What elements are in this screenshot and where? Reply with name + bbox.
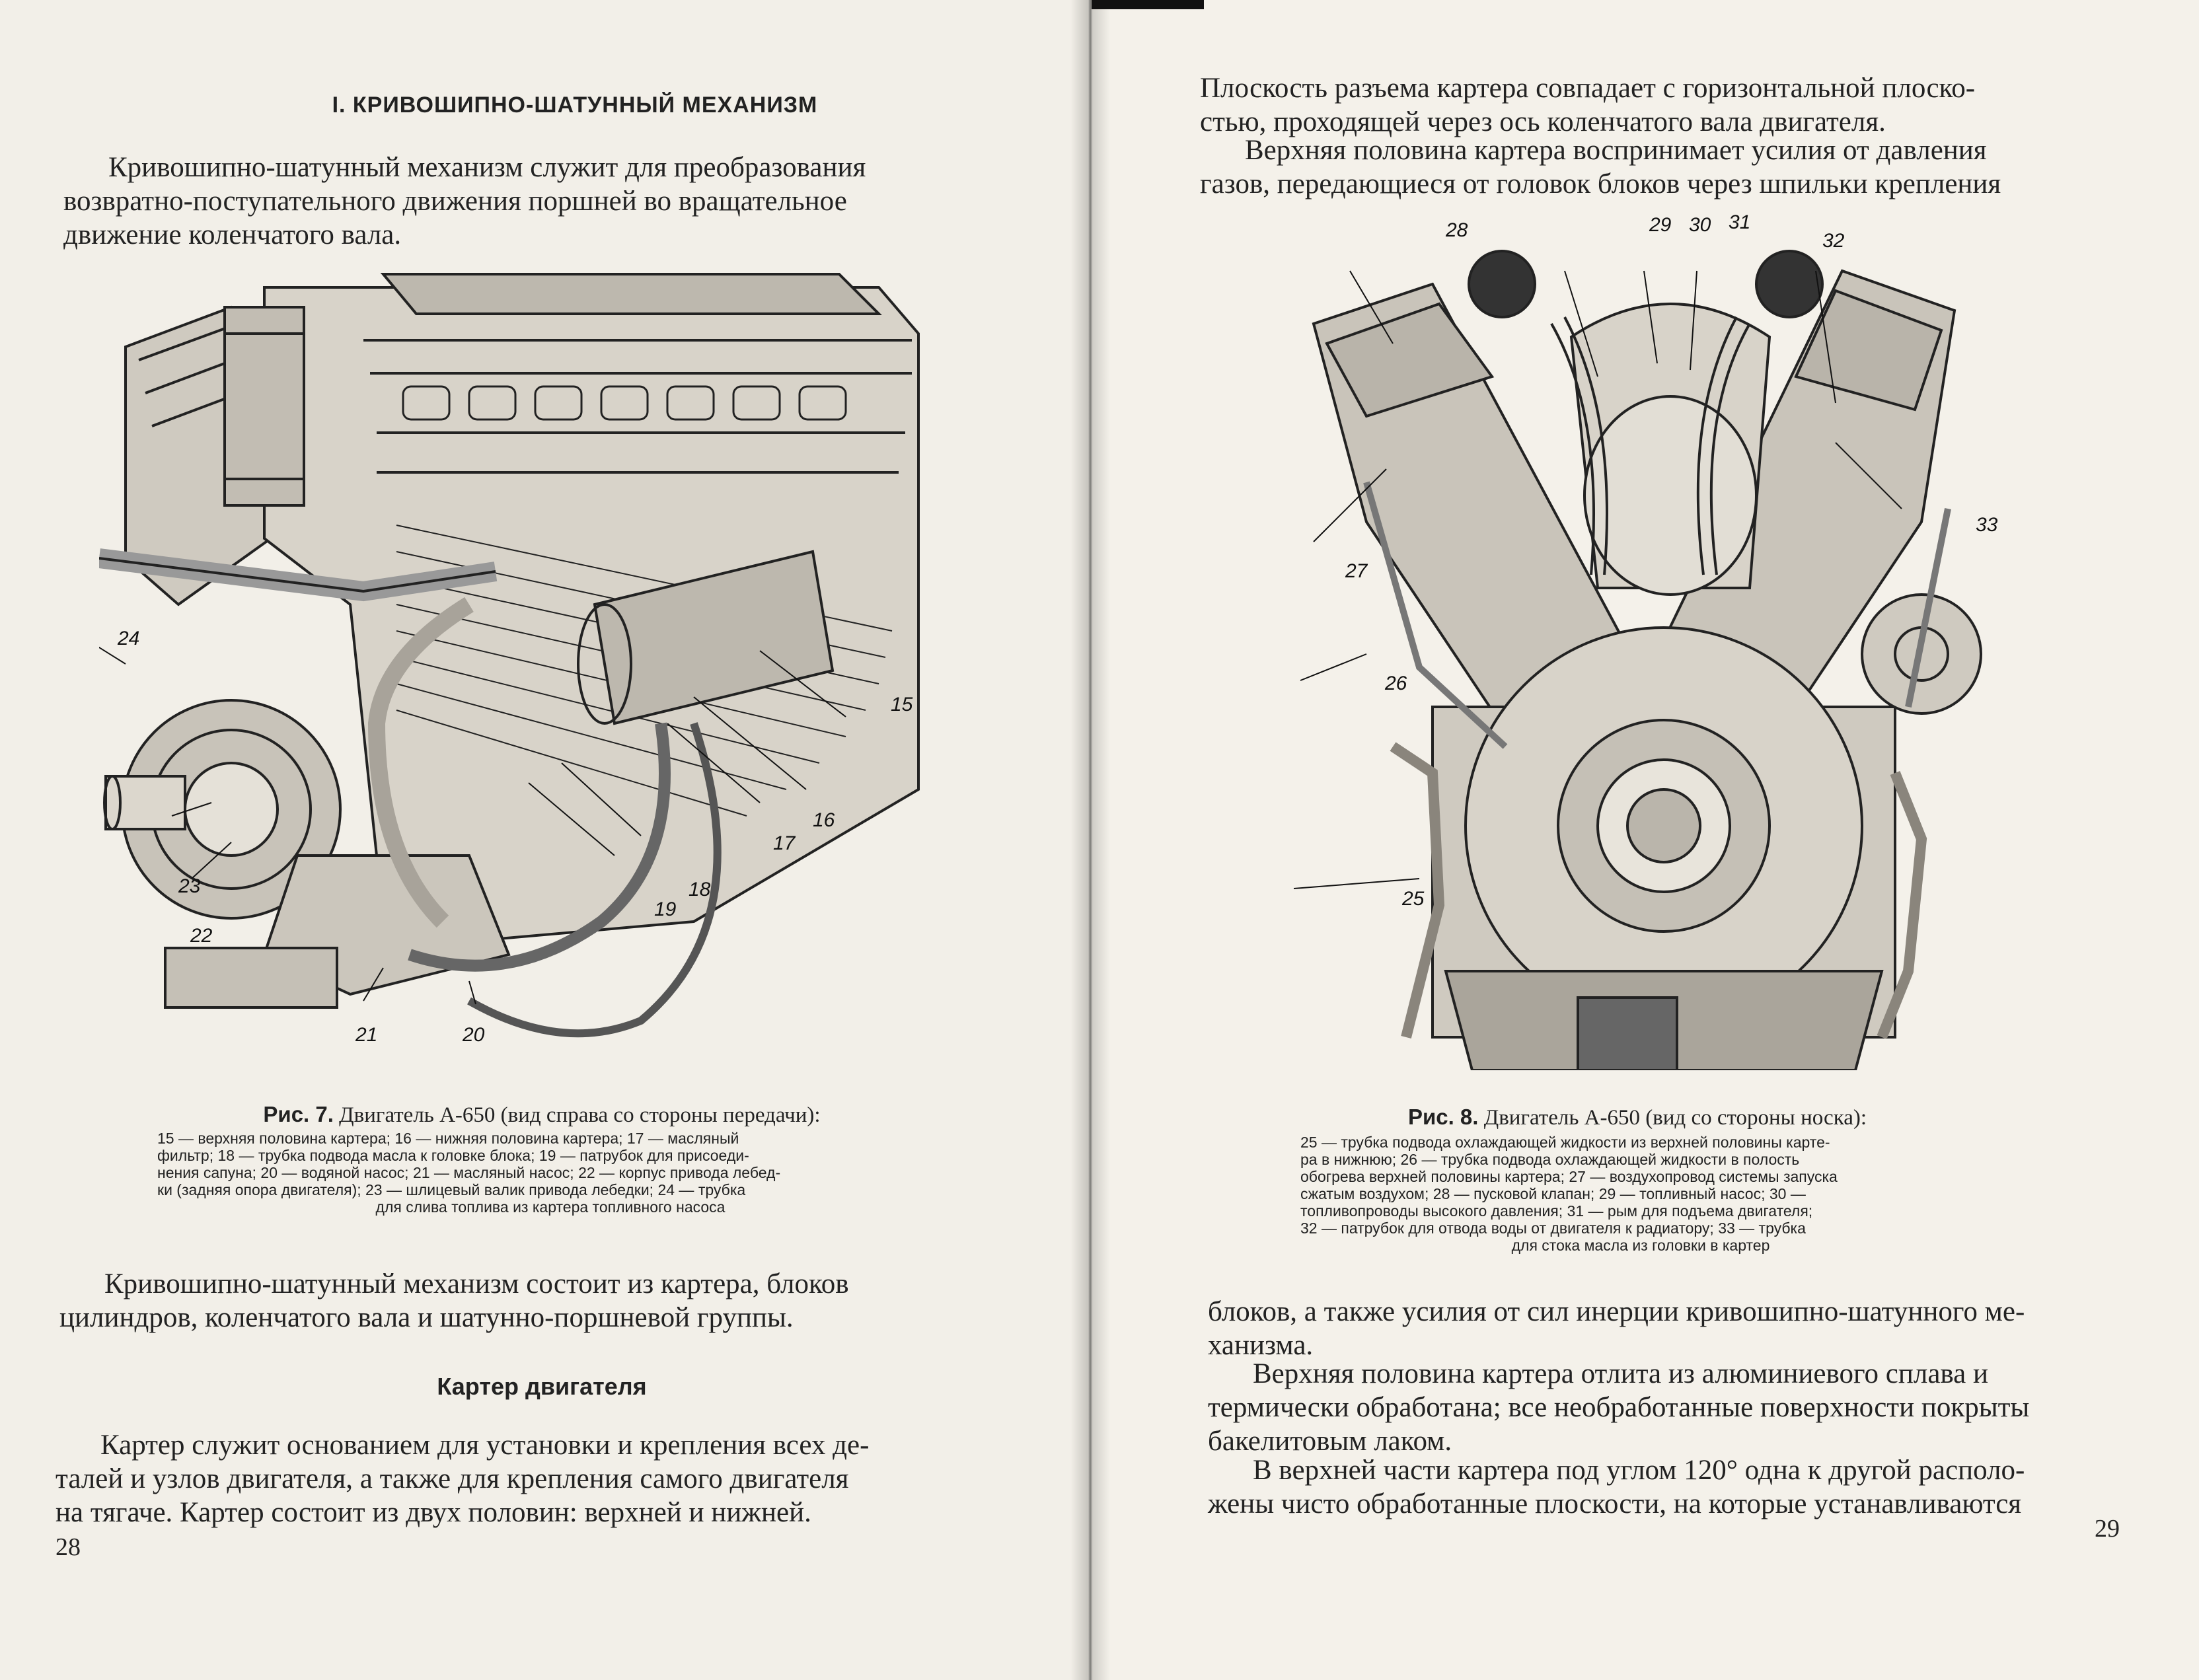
right-paragraph-d bbox=[1208, 1357, 2124, 1458]
legend-line: для слива топлива из картера топливного насоса bbox=[375, 1198, 726, 1216]
paragraph-2 bbox=[59, 1267, 978, 1334]
callout-32: 32 bbox=[1822, 230, 1845, 252]
page-number-right: 29 bbox=[2095, 1515, 2120, 1543]
text-line: талей и узлов двигателя, а также для крепления самого двигателя bbox=[56, 1463, 849, 1494]
text-line: движение коленчатого вала. bbox=[63, 219, 402, 250]
page-number-left: 28 bbox=[56, 1533, 81, 1561]
legend-line: нения сапуна; 20 — водяной насос; 21 — масляный насос; 22 — корпус привода лебед- bbox=[157, 1164, 781, 1181]
figure-7-caption bbox=[93, 1102, 991, 1128]
legend-line: 15 — верхняя половина картера; 16 — нижняя половина картера; 17 — масляный bbox=[157, 1130, 739, 1147]
callout-20: 20 bbox=[463, 1024, 485, 1046]
figure-7-legend bbox=[157, 1130, 944, 1216]
callout-18: 18 bbox=[689, 879, 711, 900]
callout-29: 29 bbox=[1649, 214, 1672, 236]
section-heading: I. КРИВОШИПНО-ШАТУННЫЙ МЕХАНИЗМ bbox=[332, 92, 818, 118]
text-line: Картер служит основанием для установки и крепления всех де- bbox=[100, 1430, 870, 1461]
text-line: Плоскость разъема картера совпадает с горизонтальной плоско- bbox=[1200, 73, 1976, 104]
callout-28: 28 bbox=[1446, 219, 1468, 241]
callout-23: 23 bbox=[178, 875, 201, 897]
text-line: на тягаче. Картер состоит из двух половин: верхней и нижней. bbox=[56, 1497, 811, 1528]
callout-22: 22 bbox=[190, 925, 213, 947]
callout-24: 24 bbox=[118, 628, 140, 649]
subheading-crankcase: Картер двигателя bbox=[437, 1373, 647, 1400]
caption-text: Двигатель А-650 (вид со стороны носка): bbox=[1483, 1106, 1867, 1130]
right-page bbox=[1089, 0, 2199, 1680]
figure-8-engine-front-view bbox=[1287, 244, 2047, 1070]
callout-19: 19 bbox=[654, 898, 677, 920]
left-page bbox=[0, 0, 1089, 1680]
caption-text: Двигатель А-650 (вид справа со стороны передачи): bbox=[339, 1103, 821, 1127]
text-line: блоков, а также усилия от сил инерции кривошипно-шатунного ме- bbox=[1208, 1296, 2025, 1327]
paragraph-3 bbox=[56, 1428, 978, 1529]
intro-paragraph bbox=[63, 151, 978, 252]
callout-21: 21 bbox=[355, 1024, 378, 1046]
text-line: стью, проходящей через ось коленчатого вала двигателя. bbox=[1200, 106, 1886, 137]
legend-line: фильтр; 18 — трубка подвода масла к головке блока; 19 — патрубок для присоеди- bbox=[157, 1147, 749, 1164]
text-line: Верхняя половина картера воспринимает усилия от давления bbox=[1245, 135, 1987, 166]
legend-line: ки (задняя опора двигателя); 23 — шлицевый валик привода лебедки; 24 — трубка bbox=[157, 1181, 746, 1198]
text-line: ханизма. bbox=[1208, 1330, 1314, 1361]
text-line: термически обработана; все необработанные поверхности покрыты bbox=[1208, 1392, 2030, 1423]
callout-16: 16 bbox=[813, 809, 835, 831]
engine-side-drawing bbox=[99, 261, 932, 1060]
figure-8-caption bbox=[1254, 1105, 2021, 1130]
callout-31: 31 bbox=[1729, 211, 1751, 233]
text-line: Кривошипно-шатунный механизм состоит из картера, блоков bbox=[104, 1268, 849, 1299]
caption-label: Рис. 8. bbox=[1407, 1105, 1479, 1129]
text-line: В верхней части картера под углом 120° одна к другой располо- bbox=[1253, 1455, 2025, 1486]
legend-line: 32 — патрубок для отвода воды от двигателя к радиатору; 33 — трубка bbox=[1300, 1220, 1806, 1237]
callout-33: 33 bbox=[1976, 514, 1998, 536]
callout-30: 30 bbox=[1689, 214, 1711, 236]
legend-line: обогрева верхней половины картера; 27 — воздухопровод системы запуска bbox=[1300, 1168, 1838, 1185]
figure-8-legend bbox=[1300, 1134, 1981, 1254]
right-paragraph-b bbox=[1200, 133, 2121, 201]
legend-line: для стока масла из головки в картер bbox=[1511, 1237, 1770, 1254]
caption-label: Рис. 7. bbox=[263, 1102, 334, 1126]
text-line: цилиндров, коленчатого вала и шатунно-поршневой группы. bbox=[59, 1302, 794, 1333]
text-line: Кривошипно-шатунный механизм служит для преобразования bbox=[108, 152, 866, 183]
callout-17: 17 bbox=[773, 832, 796, 854]
text-line: жены чисто обработанные плоскости, на которые устанавливаются bbox=[1208, 1488, 2022, 1519]
legend-line: ра в нижнюю; 26 — трубка подвода охлаждающей жидкости в полость bbox=[1300, 1151, 1800, 1168]
legend-line: 25 — трубка подвода охлаждающей жидкости из верхней половины карте- bbox=[1300, 1134, 1830, 1151]
callout-26: 26 bbox=[1385, 673, 1407, 694]
text-line: газов, передающиеся от головок блоков через шпильки крепления bbox=[1200, 168, 2001, 200]
right-top-paragraph bbox=[1200, 71, 2121, 139]
text-line: бакелитовым лаком. bbox=[1208, 1426, 1452, 1457]
text-line: возвратно-поступательного движения поршней во вращательное bbox=[63, 186, 847, 217]
legend-line: сжатым воздухом; 28 — пусковой клапан; 29 — топливный насос; 30 — bbox=[1300, 1185, 1806, 1202]
callout-27: 27 bbox=[1345, 560, 1368, 582]
right-paragraph-e bbox=[1208, 1453, 2124, 1521]
scan-edge bbox=[1092, 0, 1204, 9]
figure-7-engine-side-view bbox=[99, 261, 932, 1060]
legend-line: топливопроводы высокого давления; 31 — рым для подъема двигателя; bbox=[1300, 1202, 1813, 1220]
right-paragraph-c bbox=[1208, 1295, 2124, 1362]
text-line: Верхняя половина картера отлита из алюминиевого сплава и bbox=[1253, 1358, 1989, 1389]
book-gutter bbox=[1070, 0, 1110, 1680]
engine-front-drawing bbox=[1287, 244, 2047, 1070]
callout-25: 25 bbox=[1402, 888, 1425, 910]
callout-15: 15 bbox=[891, 694, 913, 715]
